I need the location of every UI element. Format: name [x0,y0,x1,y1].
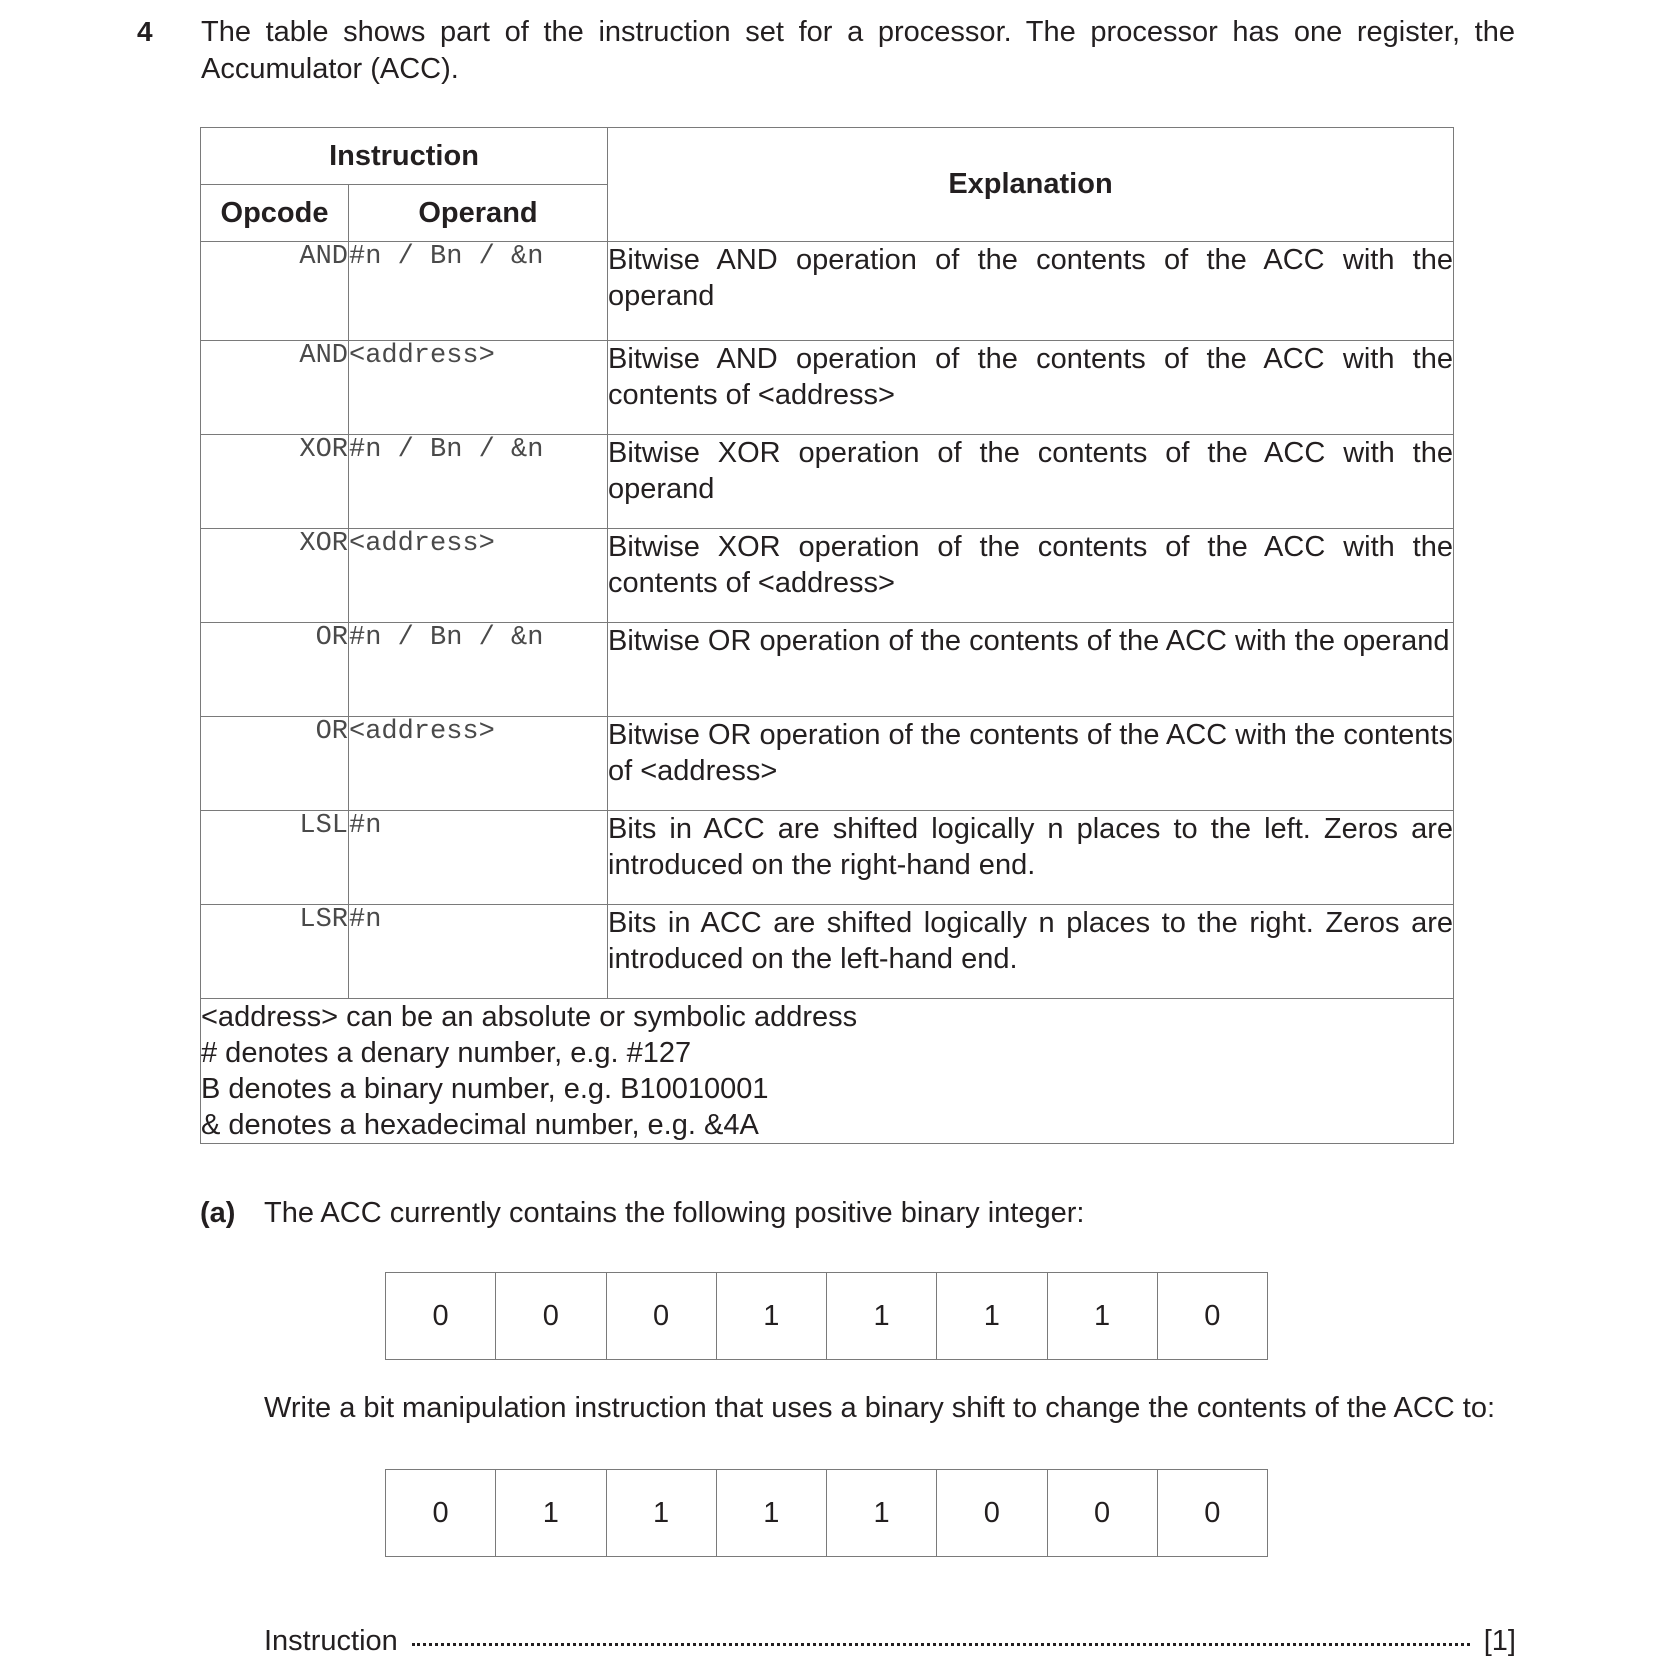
explanation-cell: Bits in ACC are shifted logically n places to the left. Zeros are introduced on the right-hand end. [608,811,1454,905]
explanation-cell: Bitwise AND operation of the contents of the ACC with the contents of <address> [608,341,1454,435]
opcode-cell: AND [201,341,349,435]
operand-cell: #n / Bn / &n [349,623,608,717]
operand-cell: <address> [349,341,608,435]
bit-cell: 1 [606,1470,716,1557]
bit-cell: 1 [1047,1273,1157,1360]
operand-cell: #n / Bn / &n [349,435,608,529]
bit-cell: 0 [1157,1273,1267,1360]
answer-input-line[interactable] [412,1643,1470,1646]
current-acc-bits [385,1272,1268,1360]
table-row [201,529,1454,623]
note-line: B denotes a binary number, e.g. B10010001 [201,1073,769,1105]
table-row [201,905,1454,999]
opcode-header: Opcode [201,185,349,242]
bit-cell: 1 [937,1273,1047,1360]
bit-cell: 0 [937,1470,1047,1557]
instruction-set-table [200,127,1454,1144]
explanation-header: Explanation [608,128,1454,242]
table-row [201,717,1454,811]
opcode-cell: LSR [201,905,349,999]
part-a-text: The ACC currently contains the following positive binary integer: [264,1197,1085,1229]
note-line: <address> can be an absolute or symbolic address [201,1001,858,1033]
bit-cell: 0 [386,1273,496,1360]
explanation-cell: Bitwise XOR operation of the contents of the ACC with the operand [608,435,1454,529]
table-row [201,811,1454,905]
opcode-cell: XOR [201,435,349,529]
target-acc-bits [385,1469,1268,1557]
bit-cell: 1 [716,1273,826,1360]
table-row [201,242,1454,341]
bit-cell: 0 [1047,1470,1157,1557]
part-a-label: (a) [200,1197,236,1229]
note-line: # denotes a denary number, e.g. #127 [201,1037,692,1069]
bit-cell: 0 [496,1273,606,1360]
explanation-cell: Bitwise OR operation of the contents of the ACC with the operand [608,623,1454,717]
table-row [201,341,1454,435]
explanation-cell: Bitwise OR operation of the contents of the ACC with the contents of <address> [608,717,1454,811]
operand-cell: #n / Bn / &n [349,242,608,341]
explanation-cell: Bitwise XOR operation of the contents of the ACC with the contents of <address> [608,529,1454,623]
instruction-header: Instruction [201,128,608,185]
bit-cell: 1 [827,1273,937,1360]
answer-label: Instruction [264,1625,398,1657]
table-row [201,623,1454,717]
explanation-cell: Bits in ACC are shifted logically n places to the right. Zeros are introduced on the left-hand end. [608,905,1454,999]
operand-cell: <address> [349,717,608,811]
bit-cell: 0 [606,1273,716,1360]
task-text: Write a bit manipulation instruction that uses a binary shift to change the contents of the ACC to: [264,1392,1496,1424]
table-row [201,435,1454,529]
opcode-cell: LSL [201,811,349,905]
notes-cell [201,999,1454,1144]
question-intro: The table shows part of the instruction set for a processor. The processor has one register, the Accumulator (ACC). [201,16,1515,85]
bit-cell: 1 [827,1470,937,1557]
answer-line [264,1625,1516,1658]
operand-cell: <address> [349,529,608,623]
opcode-cell: OR [201,623,349,717]
opcode-cell: XOR [201,529,349,623]
bit-cell: 1 [496,1470,606,1557]
bit-cell: 1 [716,1470,826,1557]
note-line: & denotes a hexadecimal number, e.g. &4A [201,1109,759,1141]
operand-cell: #n [349,905,608,999]
operand-header: Operand [349,185,608,242]
opcode-cell: AND [201,242,349,341]
explanation-cell: Bitwise AND operation of the contents of the ACC with the operand [608,242,1454,341]
bit-cell: 0 [386,1470,496,1557]
part-a-prompt [200,1197,1084,1230]
opcode-cell: OR [201,717,349,811]
bit-cell: 0 [1157,1470,1267,1557]
marks-label: [1] [1483,1625,1516,1657]
operand-cell: #n [349,811,608,905]
question-number: 4 [137,16,153,47]
notes-row [201,999,1454,1144]
